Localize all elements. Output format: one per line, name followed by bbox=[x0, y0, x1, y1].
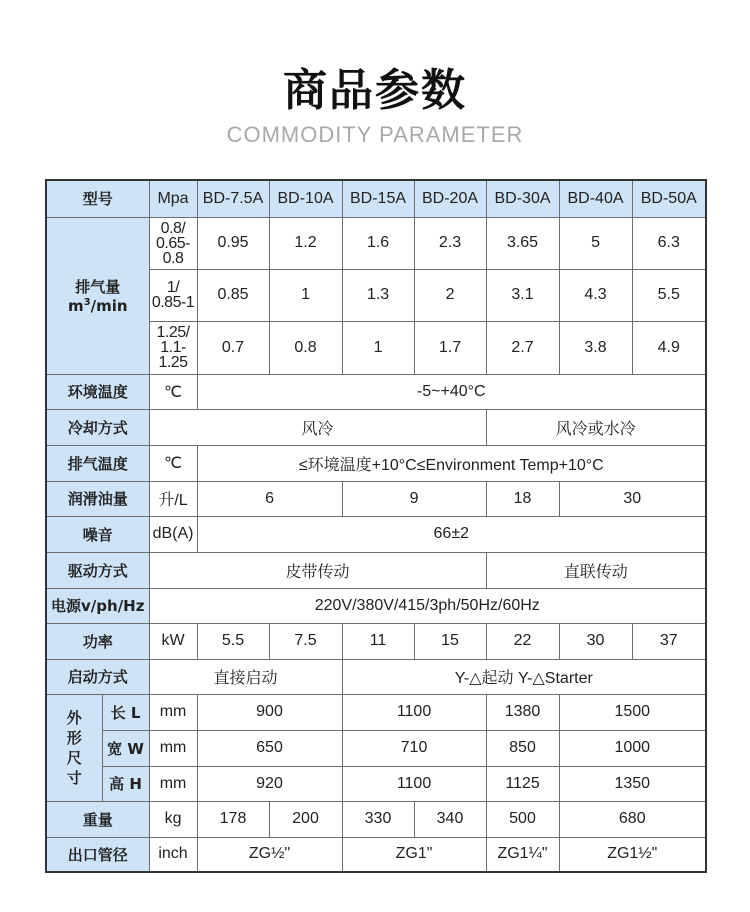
starting-label: 启动方式 bbox=[46, 659, 149, 694]
value-cell: 220V/380V/415/3ph/50Hz/60Hz bbox=[149, 588, 706, 623]
table-row bbox=[46, 217, 706, 269]
value-cell: 30 bbox=[559, 623, 632, 659]
value-cell: 0.85 bbox=[197, 269, 269, 321]
value-cell: 0.8 bbox=[269, 321, 342, 374]
value-cell: ZG1" bbox=[342, 837, 486, 872]
value-cell: 5.5 bbox=[197, 623, 269, 659]
value-cell: 1.7 bbox=[414, 321, 486, 374]
value-cell: Y-△起动 Y-△Starter bbox=[342, 659, 706, 694]
unit-cell: kg bbox=[149, 801, 197, 837]
ambient-temp-label: 环境温度 bbox=[46, 374, 149, 409]
value-cell: 15 bbox=[414, 623, 486, 659]
value-cell: 3.8 bbox=[559, 321, 632, 374]
outlet-label: 出口管径 bbox=[46, 837, 149, 872]
unit-cell: kW bbox=[149, 623, 197, 659]
value-cell: 7.5 bbox=[269, 623, 342, 659]
value-cell: 6.3 bbox=[632, 217, 706, 269]
height-label: 高 H bbox=[102, 766, 149, 801]
value-cell: 900 bbox=[197, 694, 342, 730]
value-cell: 200 bbox=[269, 801, 342, 837]
value-cell: 0.7 bbox=[197, 321, 269, 374]
value-cell: 1125 bbox=[486, 766, 559, 801]
value-cell: ZG1½" bbox=[559, 837, 706, 872]
value-cell: 3.1 bbox=[486, 269, 559, 321]
table-row bbox=[46, 766, 706, 801]
value-cell: 710 bbox=[342, 730, 486, 766]
unit-cell: ℃ bbox=[149, 445, 197, 481]
model-cell: BD-40A bbox=[559, 180, 632, 217]
exhaust-temp-label: 排气温度 bbox=[46, 445, 149, 481]
value-cell: 340 bbox=[414, 801, 486, 837]
value-cell: ZG½" bbox=[197, 837, 342, 872]
unit-cell: ℃ bbox=[149, 374, 197, 409]
model-cell: BD-10A bbox=[269, 180, 342, 217]
value-cell: 直接启动 bbox=[149, 659, 342, 694]
pressure-cell: 1/ 0.85-1 bbox=[149, 269, 197, 321]
displacement-label-line2: $m^3/\min$ bbox=[67, 297, 128, 315]
unit-cell: mm bbox=[149, 694, 197, 730]
value-cell: 2.7 bbox=[486, 321, 559, 374]
value-cell: -5~+40°C bbox=[197, 374, 706, 409]
value-cell: 178 bbox=[197, 801, 269, 837]
dimensions-group-label: 外 形 尺 寸 bbox=[46, 694, 102, 801]
model-cell: BD-50A bbox=[632, 180, 706, 217]
value-cell: 1350 bbox=[559, 766, 706, 801]
table-row bbox=[46, 552, 706, 588]
value-cell: 500 bbox=[486, 801, 559, 837]
pressure-cell: 1.25/ 1.1-1.25 bbox=[149, 321, 197, 374]
width-label: 宽 W bbox=[102, 730, 149, 766]
power-supply-label: 电源v/ph/Hz bbox=[46, 588, 149, 623]
value-cell: 850 bbox=[486, 730, 559, 766]
table-row bbox=[46, 730, 706, 766]
model-cell: BD-30A bbox=[486, 180, 559, 217]
value-cell: 680 bbox=[559, 801, 706, 837]
table-row bbox=[46, 694, 706, 730]
value-cell: ZG1¼" bbox=[486, 837, 559, 872]
value-cell: 650 bbox=[197, 730, 342, 766]
page-subtitle: COMMODITY PARAMETER bbox=[226, 122, 524, 147]
value-cell: 风冷或水冷 bbox=[486, 409, 706, 445]
value-cell: 5 bbox=[559, 217, 632, 269]
header-row bbox=[46, 180, 706, 217]
value-cell: 1.3 bbox=[342, 269, 414, 321]
model-cell: BD-7.5A bbox=[197, 180, 269, 217]
pressure-cell: 0.8/ 0.65-0.8 bbox=[149, 217, 197, 269]
table-row bbox=[46, 623, 706, 659]
length-label: 长 L bbox=[102, 694, 149, 730]
drive-label: 驱动方式 bbox=[46, 552, 149, 588]
value-cell: 风冷 bbox=[149, 409, 486, 445]
value-cell: 0.95 bbox=[197, 217, 269, 269]
value-cell: 1100 bbox=[342, 766, 486, 801]
value-cell: 11 bbox=[342, 623, 414, 659]
parameter-table bbox=[45, 179, 707, 873]
value-cell: 1000 bbox=[559, 730, 706, 766]
value-cell: 18 bbox=[486, 481, 559, 516]
table-row bbox=[46, 481, 706, 516]
noise-label: 噪音 bbox=[46, 516, 149, 552]
table-row bbox=[46, 588, 706, 623]
weight-label: 重量 bbox=[46, 801, 149, 837]
value-cell: 2 bbox=[414, 269, 486, 321]
unit-header: Mpa bbox=[149, 180, 197, 217]
model-cell: BD-20A bbox=[414, 180, 486, 217]
value-cell: 9 bbox=[342, 481, 486, 516]
value-cell: 22 bbox=[486, 623, 559, 659]
unit-cell: dB(A) bbox=[149, 516, 197, 552]
table-row bbox=[46, 801, 706, 837]
value-cell: 皮带传动 bbox=[149, 552, 486, 588]
displacement-label-line1: 排气量 bbox=[75, 278, 121, 296]
unit-cell: 升/L bbox=[149, 481, 197, 516]
value-cell: 4.3 bbox=[559, 269, 632, 321]
value-cell: 1 bbox=[342, 321, 414, 374]
value-cell: 直联传动 bbox=[486, 552, 706, 588]
oil-label: 润滑油量 bbox=[46, 481, 149, 516]
table-row bbox=[46, 837, 706, 872]
value-cell: 30 bbox=[559, 481, 706, 516]
value-cell: 1.6 bbox=[342, 217, 414, 269]
model-header: 型号 bbox=[46, 180, 149, 217]
value-cell: 1380 bbox=[486, 694, 559, 730]
unit-cell: mm bbox=[149, 766, 197, 801]
power-label: 功率 bbox=[46, 623, 149, 659]
value-cell: 1100 bbox=[342, 694, 486, 730]
table-row bbox=[46, 445, 706, 481]
table-row bbox=[46, 409, 706, 445]
value-cell: 330 bbox=[342, 801, 414, 837]
table-row bbox=[46, 374, 706, 409]
table-row bbox=[46, 516, 706, 552]
value-cell: 2.3 bbox=[414, 217, 486, 269]
model-cell: BD-15A bbox=[342, 180, 414, 217]
value-cell: 6 bbox=[197, 481, 342, 516]
unit-cell: inch bbox=[149, 837, 197, 872]
table-row bbox=[46, 659, 706, 694]
value-cell: 37 bbox=[632, 623, 706, 659]
value-cell: 1 bbox=[269, 269, 342, 321]
displacement-label bbox=[46, 217, 149, 374]
value-cell: 3.65 bbox=[486, 217, 559, 269]
page-title: 商品参数 bbox=[283, 65, 467, 116]
value-cell: ≤环境温度+10°C≤Environment Temp+10°C bbox=[197, 445, 706, 481]
cooling-label: 冷却方式 bbox=[46, 409, 149, 445]
value-cell: 1.2 bbox=[269, 217, 342, 269]
value-cell: 920 bbox=[197, 766, 342, 801]
value-cell: 5.5 bbox=[632, 269, 706, 321]
unit-cell: mm bbox=[149, 730, 197, 766]
value-cell: 1500 bbox=[559, 694, 706, 730]
value-cell: 4.9 bbox=[632, 321, 706, 374]
value-cell: 66±2 bbox=[197, 516, 706, 552]
